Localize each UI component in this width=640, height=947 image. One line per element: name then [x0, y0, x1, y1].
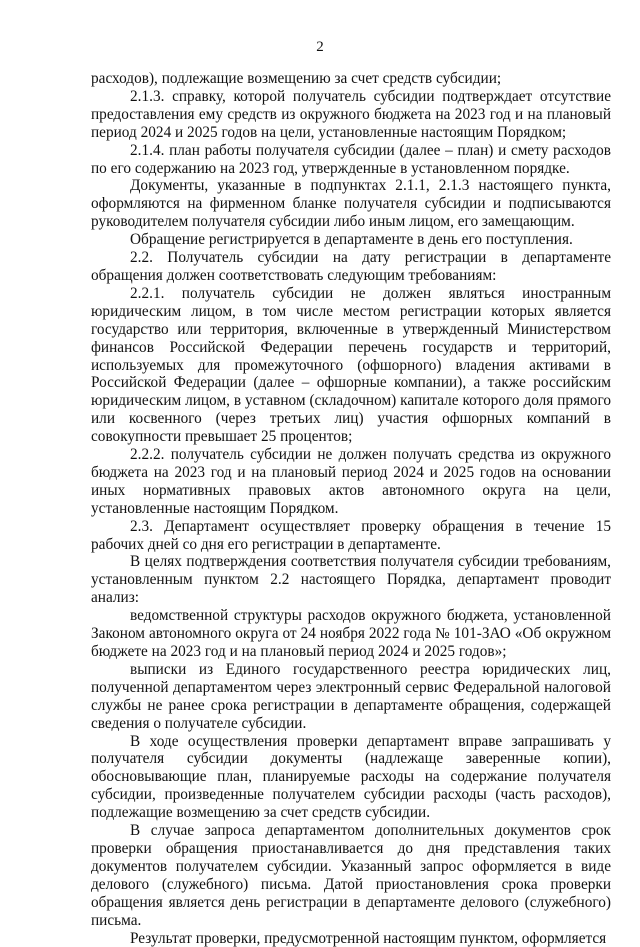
paragraph-result: Результат проверки, предусмотренной настоящим пунктом, оформляется — [91, 930, 611, 947]
paragraph-2-2: 2.2. Получатель субсидии на дату регистрации в департаменте обращения должен соответствовать следующим требованиям: — [91, 249, 611, 285]
paragraph-2-1-3: 2.1.3. справку, которой получатель субсидии подтверждает отсутствие предоставления ему средств из окружного бюджета на 2023 год и на плановый период 2024 и 2025 годов на цели, установленные настоящим Порядком; — [91, 88, 611, 142]
paragraph-2-2-1: 2.2.1. получатель субсидии не должен являться иностранным юридическим лицом, в том числе местом регистрации которых является государство или территория, включенные в утвержденный Министерством финансов Российской Федерации перечень государств и территорий, используемых для промежуточного (офшорного) владения активами в Российской Федерации (далее – офшорные компании), а также российским юридическим лицом, в уставном (складочном) капитале которого доля прямого или косвенного (через третьих лиц) участия офшорных компаний в совокупности превышает 25 процентов; — [91, 285, 611, 446]
paragraph-documents-form: Документы, указанные в подпунктах 2.1.1, 2.1.3 настоящего пункта, оформляются на фирменном бланке получателя субсидии и подписываются руководителем получателя субсидии либо иным лицом, его замещающим. — [91, 177, 611, 231]
paragraph-2-3: 2.3. Департамент осуществляет проверку обращения в течение 15 рабочих дней со дня его регистрации в департаменте. — [91, 518, 611, 554]
paragraph-analysis-intro: В целях подтверждения соответствия получателя субсидии требованиям, установленным пунктом 2.2 настоящего Порядка, департамент проводит анализ: — [91, 553, 611, 607]
paragraph-2-2-2: 2.2.2. получатель субсидии не должен получать средства из окружного бюджета на 2023 год и на плановый период 2024 и 2025 годов на основании иных нормативных правовых актов автономного округа на цели, установленные настоящим Порядком. — [91, 446, 611, 518]
paragraph-registry-extract: выписки из Единого государственного реестра юридических лиц, полученной департаментом через электронный сервис Федеральной налоговой службы не ранее срока регистрации в департаменте обращения, содержащей сведения о получателе субсидии. — [91, 661, 611, 733]
paragraph-2-1-4: 2.1.4. план работы получателя субсидии (далее – план) и смету расходов по его содержанию на 2023 год, утвержденные в установленном порядке. — [91, 142, 611, 178]
paragraph-registration: Обращение регистрируется в департаменте в день его поступления. — [91, 231, 611, 249]
paragraph-document-request: В ходе осуществления проверки департамент вправе запрашивать у получателя субсидии документы (надлежаще заверенные копии), обосновывающие план, планируемые расходы на содержание получателя субсидии, произведенные получателем субсидии расходы (часть расходов), подлежащие возмещению за счет средств субсидии. — [91, 733, 611, 823]
paragraph-suspension: В случае запроса департаментом дополнительных документов срок проверки обращения приостанавливается до дня представления таких документов получателем субсидии. Указанный запрос оформляется в виде делового (служебного) письма. Датой приостановления срока проверки обращения является день регистрации в департаменте делового (служебного) письма. — [91, 822, 611, 929]
paragraph-continuation: расходов), подлежащие возмещению за счет средств субсидии; — [91, 70, 611, 88]
paragraph-budget-structure: ведомственной структуры расходов окружного бюджета, установленной Законом автономного округа от 24 ноября 2022 года № 101-ЗАО «Об окружном бюджете на 2023 год и на плановый период 2024 и 2025 годов»; — [91, 607, 611, 661]
document-body — [91, 70, 611, 947]
page-number: 2 — [0, 38, 640, 56]
